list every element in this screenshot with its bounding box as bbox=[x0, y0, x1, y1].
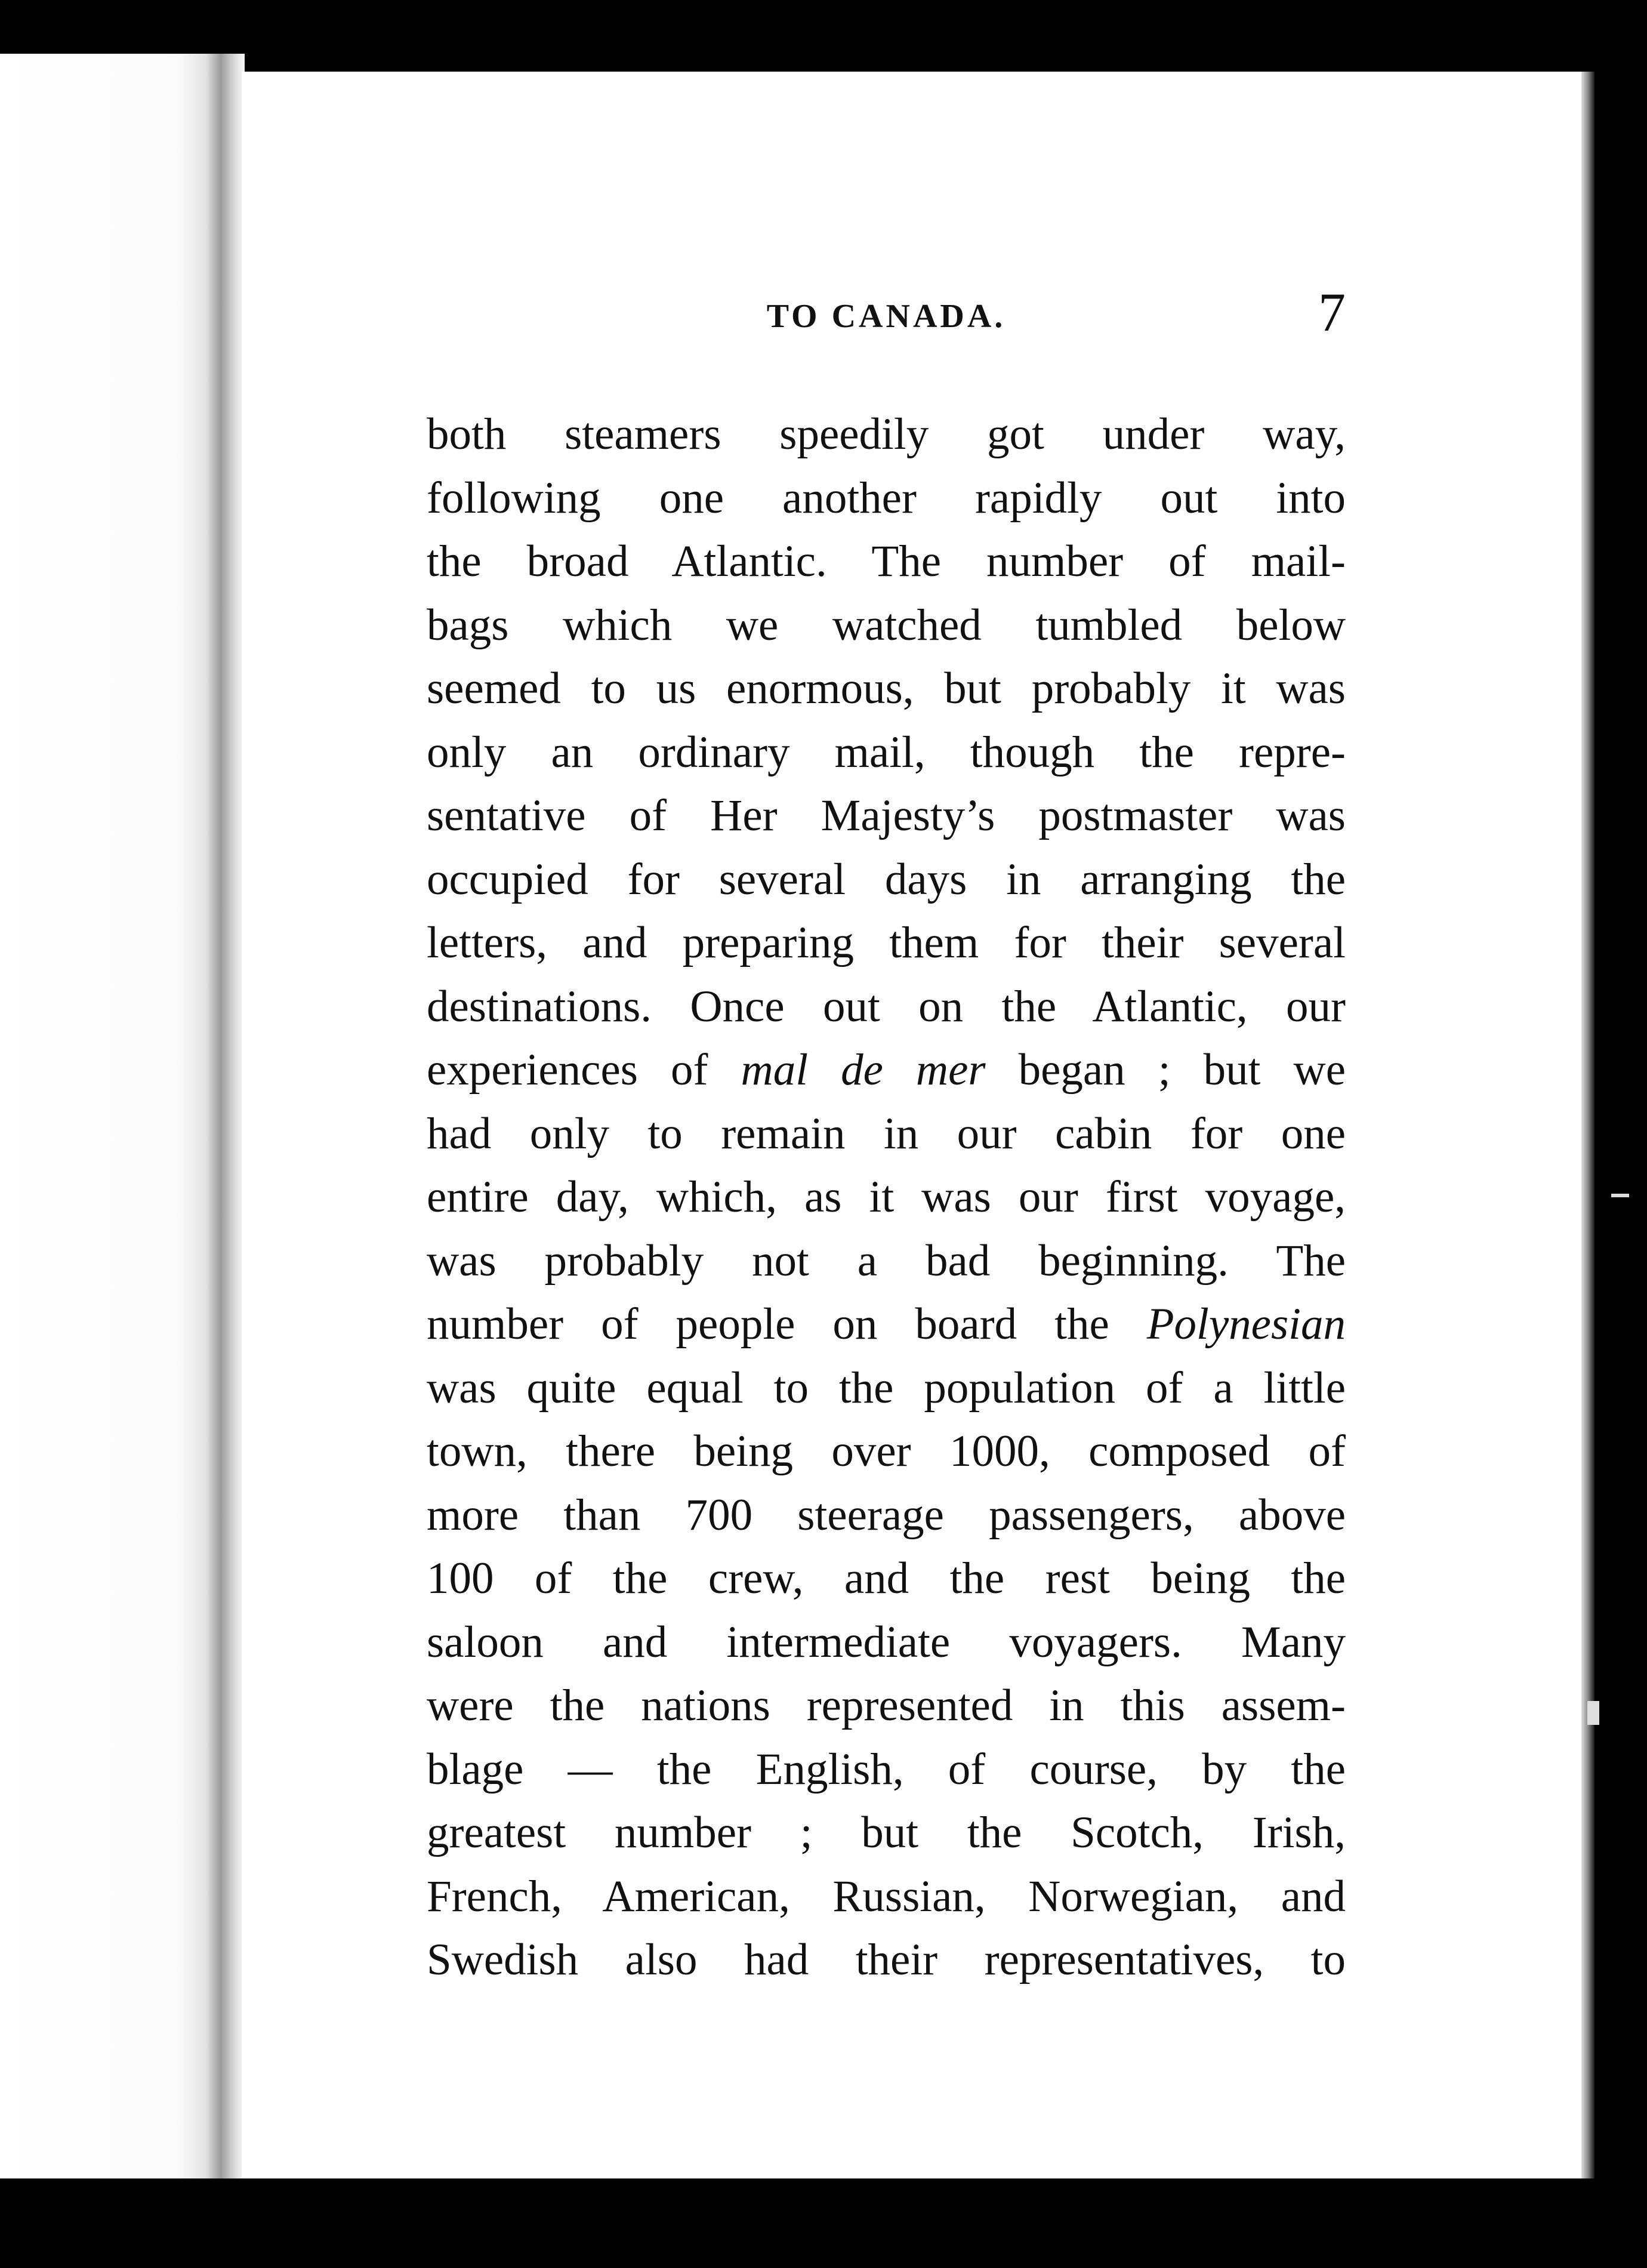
text-line bbox=[427, 1039, 1346, 1102]
text-segment: experiences of bbox=[427, 1045, 741, 1095]
text-line: were the nations represented in this assem- bbox=[427, 1681, 1346, 1730]
text-line: saloon and intermediate voyagers. Many bbox=[427, 1617, 1346, 1667]
text-line: sentative of Her Majesty’s postmaster was bbox=[427, 791, 1346, 840]
text-line: occupied for several days in arranging the bbox=[427, 854, 1346, 904]
text-line bbox=[427, 1293, 1346, 1357]
text-line: only an ordinary mail, though the repre- bbox=[427, 727, 1346, 777]
text-line: blage — the English, of course, by the bbox=[427, 1744, 1346, 1794]
text-line: had only to remain in our cabin for one bbox=[427, 1108, 1346, 1158]
text-line: seemed to us enormous, but probably it was bbox=[427, 664, 1346, 713]
text-segment: number of people on board the bbox=[427, 1299, 1147, 1349]
text-line: French, American, Russian, Norwegian, and bbox=[427, 1871, 1346, 1921]
italic-segment: Polynesian bbox=[1146, 1299, 1346, 1349]
text-line: following one another rapidly out into bbox=[427, 473, 1346, 523]
running-head: TO CANADA. bbox=[766, 298, 1006, 335]
page-edge bbox=[1581, 72, 1594, 2178]
text-line: was quite equal to the population of a little bbox=[427, 1363, 1346, 1413]
text-line: Swedish also had their representatives, to bbox=[427, 1935, 1346, 1984]
text-line: was probably not a bad beginning. The bbox=[427, 1235, 1346, 1286]
left-page-gutter bbox=[0, 54, 245, 2178]
body-text bbox=[427, 403, 1346, 1992]
text-line: town, there being over 1000, composed of bbox=[427, 1426, 1346, 1476]
scan-speck bbox=[1587, 1701, 1599, 1725]
scan-speck bbox=[1611, 1194, 1629, 1197]
text-line: more than 700 steerage passengers, above bbox=[427, 1490, 1346, 1540]
text-line: greatest number ; but the Scotch, Irish, bbox=[427, 1808, 1346, 1857]
text-line: 100 of the crew, and the rest being the bbox=[427, 1554, 1346, 1603]
text-line: the broad Atlantic. The number of mail- bbox=[427, 537, 1346, 586]
page-header bbox=[427, 281, 1346, 352]
text-line: bags which we watched tumbled below bbox=[427, 600, 1346, 650]
text-line: destinations. Once out on the Atlantic, our bbox=[427, 981, 1346, 1031]
text-line: letters, and preparing them for their several bbox=[427, 918, 1346, 967]
text-segment: began ; but we bbox=[985, 1045, 1346, 1095]
page-number: 7 bbox=[1318, 282, 1346, 343]
text-line: entire day, which, as it was our first voyage, bbox=[427, 1172, 1346, 1222]
italic-segment: mal de mer bbox=[741, 1045, 986, 1095]
text-line: both steamers speedily got under way, bbox=[427, 409, 1346, 459]
